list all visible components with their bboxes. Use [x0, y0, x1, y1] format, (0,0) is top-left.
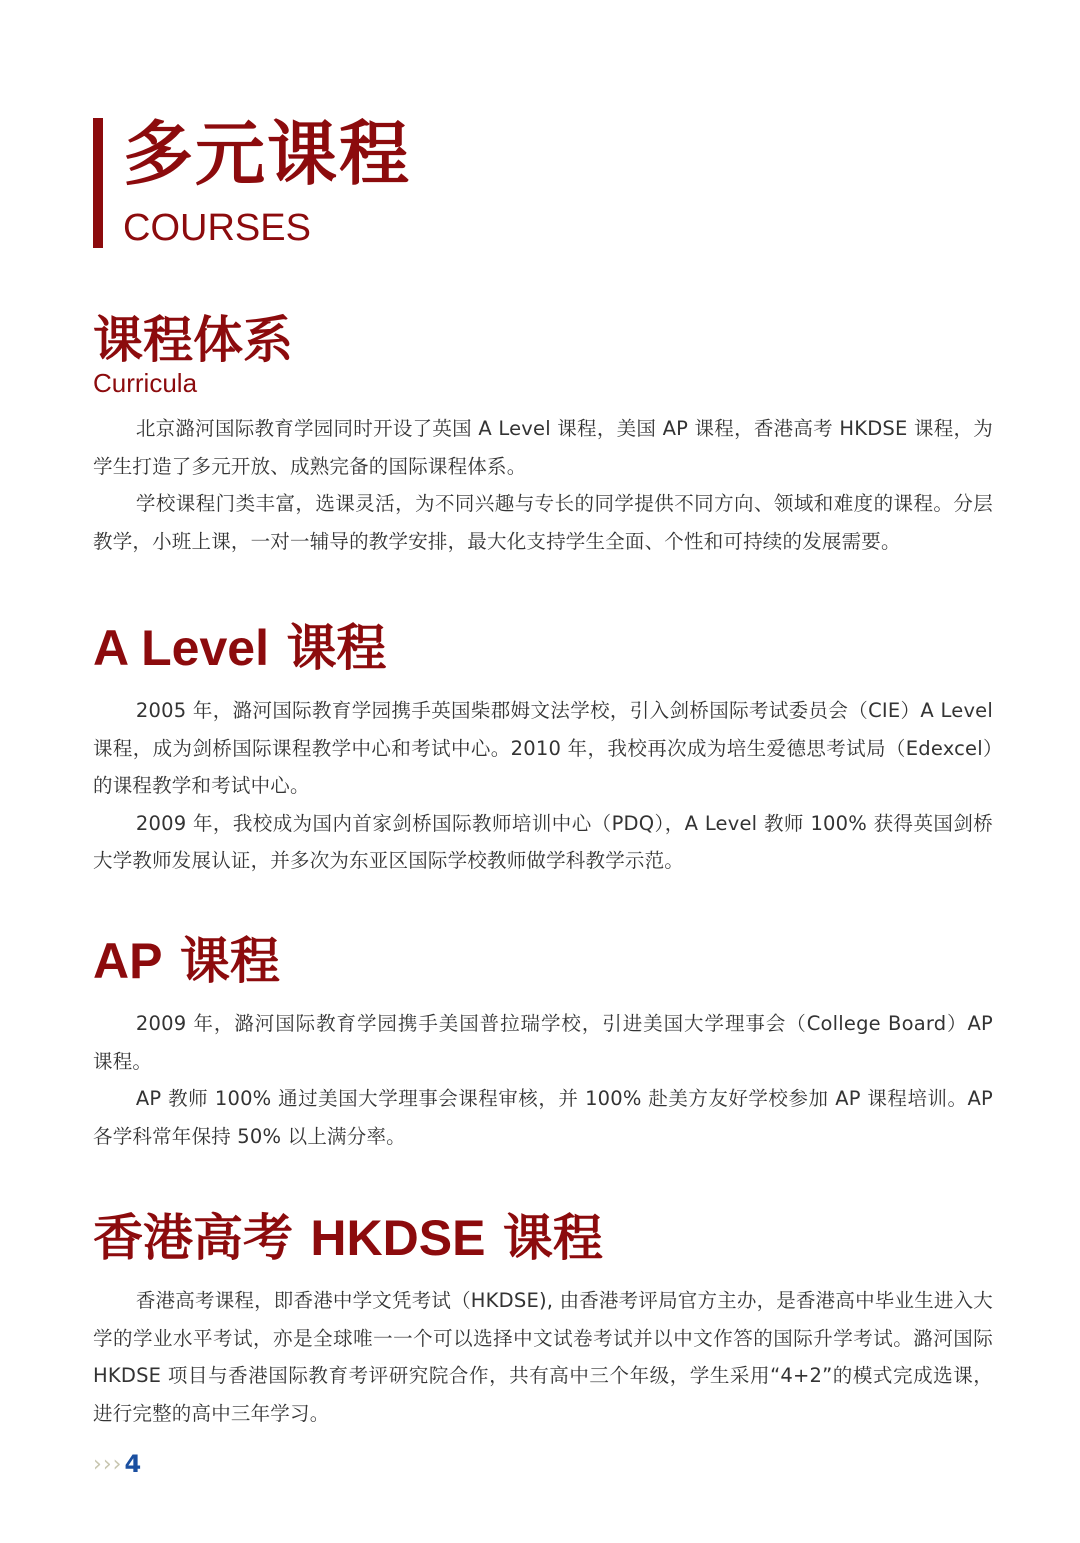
- chevron-right-icon: ›: [93, 1451, 102, 1477]
- page-header: [93, 113, 411, 249]
- paragraph: 2005 年，潞河国际教育学园携手英国柴郡姆文法学校，引入剑桥国际考试委员会（CIE）A Level 课程，成为剑桥国际课程教学中心和考试中心。2010 年，我校再次成为培生爱德思考试局（Edexcel）的课程教学和考试中心。: [93, 699, 993, 797]
- section-curricula: [93, 312, 993, 560]
- paragraph: 学校课程门类丰富，选课灵活，为不同兴趣与专长的同学提供不同方向、领域和难度的课程。分层教学，小班上课，一对一辅导的教学安排，最大化支持学生全面、个性和可持续的发展需要。: [93, 492, 993, 553]
- chevron-right-icon: ›: [112, 1451, 122, 1477]
- section-title-cn: 课程: [502, 1209, 603, 1267]
- page-number: 4: [124, 1450, 142, 1478]
- section-title: [93, 933, 993, 989]
- section-title-en: HKDSE: [310, 1210, 486, 1266]
- section-title-en: AP: [93, 933, 163, 989]
- section-title-cn: 课程: [286, 619, 387, 677]
- paragraph: AP 教师 100% 通过美国大学理事会课程审核，并 100% 赴美方友好学校参加 AP 课程培训。AP 各学科常年保持 50% 以上满分率。: [93, 1087, 993, 1148]
- paragraph: 北京潞河国际教育学园同时开设了英国 A Level 课程，美国 AP 课程，香港高考 HKDSE 课程，为学生打造了多元开放、成熟完备的国际课程体系。: [93, 417, 993, 478]
- section-title-cn: 课程: [179, 932, 280, 990]
- page-title: 多元课程: [123, 113, 411, 195]
- section-title: [93, 620, 993, 676]
- page-subtitle: COURSES: [123, 207, 311, 249]
- section-alevel: [93, 620, 993, 880]
- section-hkdse: [93, 1210, 993, 1432]
- paragraph: 2009 年，潞河国际教育学园携手美国普拉瑞学校，引进美国大学理事会（College Board）AP 课程。: [93, 1012, 993, 1073]
- paragraph: 2009 年，我校成为国内首家剑桥国际教师培训中心（PDQ），A Level 教师 100% 获得英国剑桥大学教师发展认证，并多次为东亚区国际学校教师做学科教学示范。: [93, 811, 993, 872]
- section-title: [93, 1210, 993, 1266]
- section-title: 课程体系: [93, 311, 293, 369]
- page-footer: [93, 1450, 141, 1478]
- section-subtitle: Curricula: [93, 368, 198, 398]
- section-title-en: A Level: [93, 620, 270, 676]
- paragraph: 香港高考课程，即香港中学文凭考试（HKDSE), 由香港考评局官方主办，是香港高中毕业生进入大学的学业水平考试，亦是全球唯一一个可以选择中文试卷考试并以中文作答的国际升学考试。潞河国际 HKDSE 项目与香港国际教育考评研究院合作，共有高中三个年级，学生采用“4+2”的模式完成选课，进行完整的高中三年学习。: [93, 1289, 993, 1425]
- section-title-cn: 香港高考: [93, 1209, 293, 1267]
- chevron-right-icon: ›: [102, 1451, 112, 1477]
- section-ap: [93, 933, 993, 1155]
